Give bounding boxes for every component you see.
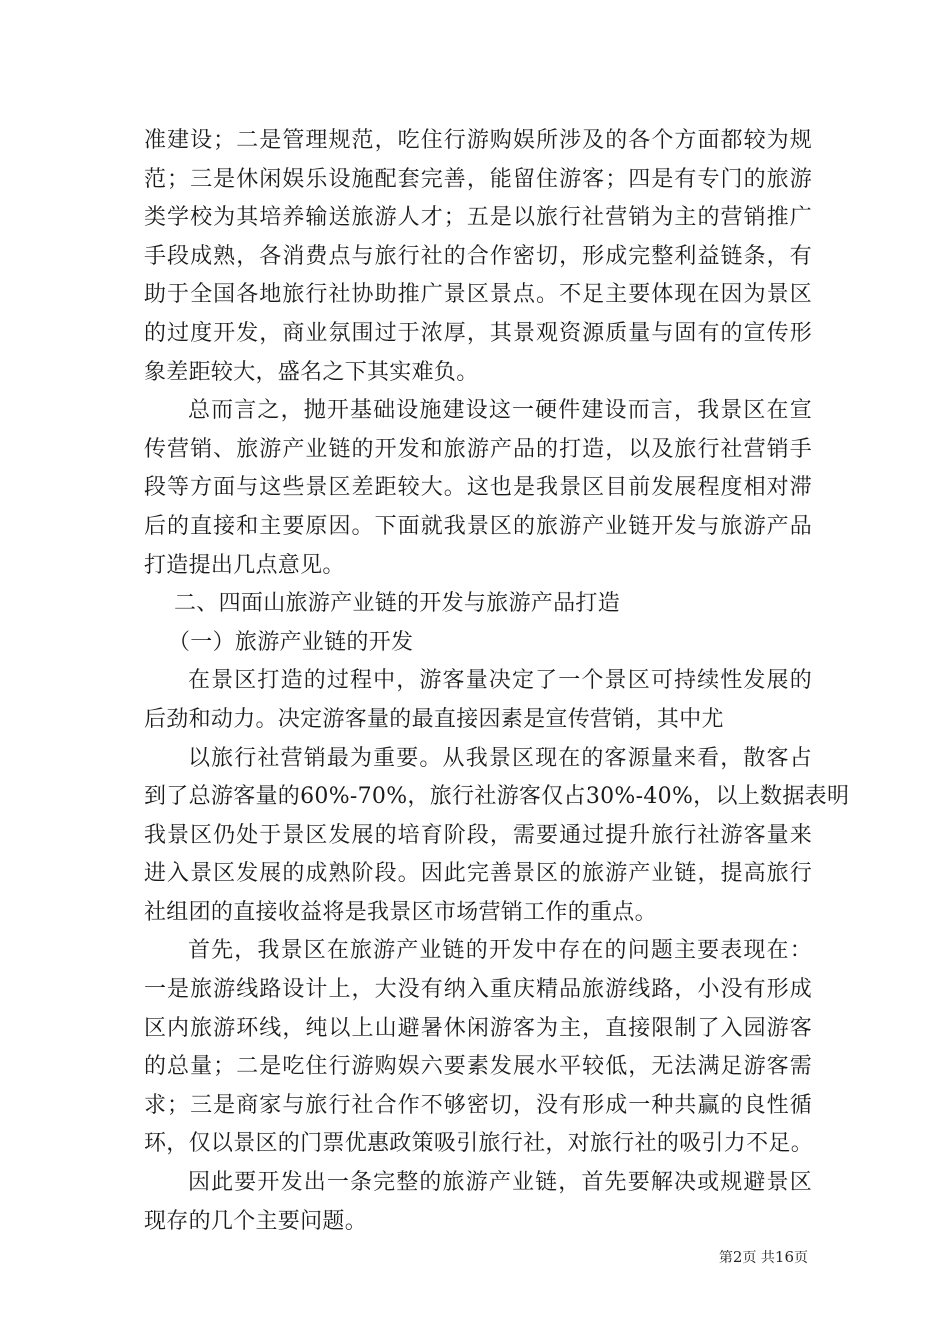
paragraph-first-line: 总而言之，抛开基础设施建设这一硬件建设而言，我景区在宣 xyxy=(188,398,812,424)
text-line: 社组团的直接收益将是我景区市场营销工作的重点。 xyxy=(144,899,657,925)
text-line: 一是旅游线路设计上，大没有纳入重庆精品旅游线路，小没有形成 xyxy=(144,977,812,1003)
paragraph-first-line: 首先，我景区在旅游产业链的开发中存在的问题主要表现在： xyxy=(188,938,812,964)
text-line: 类学校为其培养输送旅游人才；五是以旅行社营销为主的营销推广 xyxy=(144,205,812,231)
text-line: 环，仅以景区的门票优惠政策吸引旅行社，对旅行社的吸引力不足。 xyxy=(144,1131,814,1157)
text-line: 到了总游客量的60%-70%，旅行社游客仅占30%-40%，以上数据表明 xyxy=(144,784,850,810)
text-line: 我景区仍处于景区发展的培育阶段，需要通过提升旅行社游客量来 xyxy=(144,822,812,848)
text-line: 的过度开发，商业氛围过于浓厚，其景观资源质量与固有的宣传形 xyxy=(144,320,812,346)
text-line: 进入景区发展的成熟阶段。因此完善景区的旅游产业链，提高旅行 xyxy=(144,861,812,887)
text-line: 打造提出几点意见。 xyxy=(144,552,345,578)
paragraph-first-line: 以旅行社营销最为重要。从我景区现在的客源量来看，散客占 xyxy=(188,745,812,771)
text-line: 传营销、旅游产业链的开发和旅游产品的打造，以及旅行社营销手 xyxy=(144,436,812,462)
page-number-footer xyxy=(678,1248,808,1267)
text-line: 现存的几个主要问题。 xyxy=(144,1208,368,1234)
text-line: 范；三是休闲娱乐设施配套完善，能留住游客；四是有专门的旅游 xyxy=(144,166,812,192)
footer-suffix: 页 xyxy=(794,1250,808,1266)
footer-prefix: 第 xyxy=(718,1250,733,1266)
text-line: 后劲和动力。决定游客量的最直接因素是宣传营销，其中尤 xyxy=(144,706,724,732)
text-line: 段等方面与这些景区差距较大。这也是我景区目前发展程度相对滞 xyxy=(144,475,812,501)
text-line: 区内旅游环线，纯以上山避暑休闲游客为主，直接限制了入园游客 xyxy=(144,1015,812,1041)
paragraph-first-line: 在景区打造的过程中，游客量决定了一个景区可持续性发展的 xyxy=(188,668,812,694)
text-line: 手段成熟，各消费点与旅行社的合作密切，形成完整利益链条，有 xyxy=(144,243,812,269)
text-line: 后的直接和主要原因。下面就我景区的旅游产业链开发与旅游产品 xyxy=(144,513,812,539)
text-line: 的总量；二是吃住行游购娱六要素发展水平较低，无法满足游客需 xyxy=(144,1054,812,1080)
text-line: 助于全国各地旅行社协助推广景区景点。不足主要体现在因为景区 xyxy=(144,282,812,308)
footer-middle: 页 共 xyxy=(742,1250,775,1266)
text-line: 准建设；二是管理规范，吃住行游购娱所涉及的各个方面都较为规 xyxy=(144,128,812,153)
text-line: 象差距较大，盛名之下其实难负。 xyxy=(144,359,479,385)
total-page-count: 16 xyxy=(774,1248,794,1266)
text-line: 求；三是商家与旅行社合作不够密切，没有形成一种共赢的良性循 xyxy=(144,1092,812,1118)
paragraph-first-line: 因此要开发出一条完整的旅游产业链，首先要解决或规避景区 xyxy=(188,1170,812,1196)
section-heading: 二、四面山旅游产业链的开发与旅游产品打造 xyxy=(174,591,621,617)
current-page-number: 2 xyxy=(732,1248,743,1266)
subsection-heading: （一）旅游产业链的开发 xyxy=(168,629,414,655)
body-text xyxy=(144,122,850,1241)
